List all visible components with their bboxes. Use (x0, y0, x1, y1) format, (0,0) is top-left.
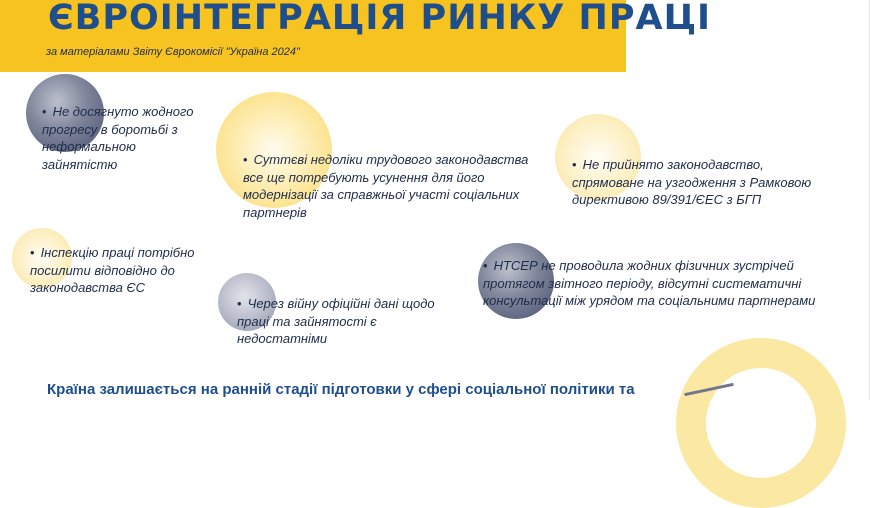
bullet-icon: • (42, 104, 47, 119)
decor-ring (676, 338, 846, 508)
note-text: Суттєві недоліки трудового законодавства все ще потребують усунення для його модернізації за справжньої участі соціальних партнерів (243, 152, 529, 220)
note-text: НТСЕР не проводила жодних фізичних зустрічей протягом звітного періоду, відсутні систематичні консультації між урядом та соціальними партнерами (483, 258, 816, 308)
bullet-icon: • (243, 152, 248, 167)
note-labour-inspection (30, 244, 230, 297)
note-text: Не досягнуто жодного прогресу в боротьбі з неформальною зайнятістю (42, 104, 194, 172)
note-employment-data (237, 295, 462, 348)
bullet-icon: • (237, 296, 242, 311)
note-social-dialogue (483, 257, 828, 310)
conclusion-text: Країна залишається на ранній стадії підготовки у сфері соціальної політики та (47, 381, 635, 398)
note-informal-employment (42, 103, 212, 173)
bullet-icon: • (483, 258, 488, 273)
bullet-icon: • (572, 157, 577, 172)
bullet-icon: • (30, 245, 35, 260)
note-text: Через війну офіційні дані щодо праці та зайнятості є недостатніми (237, 296, 435, 346)
note-framework-directive (572, 156, 832, 209)
note-text: Не прийнято законодавство, спрямоване на узгодження з Рамковою директивою 89/391/ЄЕС з БГП (572, 157, 812, 207)
note-text: Інспекцію праці потрібно посилити відповідно до законодавства ЄС (30, 245, 195, 295)
page-subtitle: за матеріалами Звіту Єврокомісії "Україна 2024" (46, 46, 300, 58)
page-title: ЄВРОІНТЕГРАЦІЯ РИНКУ ПРАЦІ (48, 0, 712, 38)
note-labour-law (243, 151, 533, 221)
